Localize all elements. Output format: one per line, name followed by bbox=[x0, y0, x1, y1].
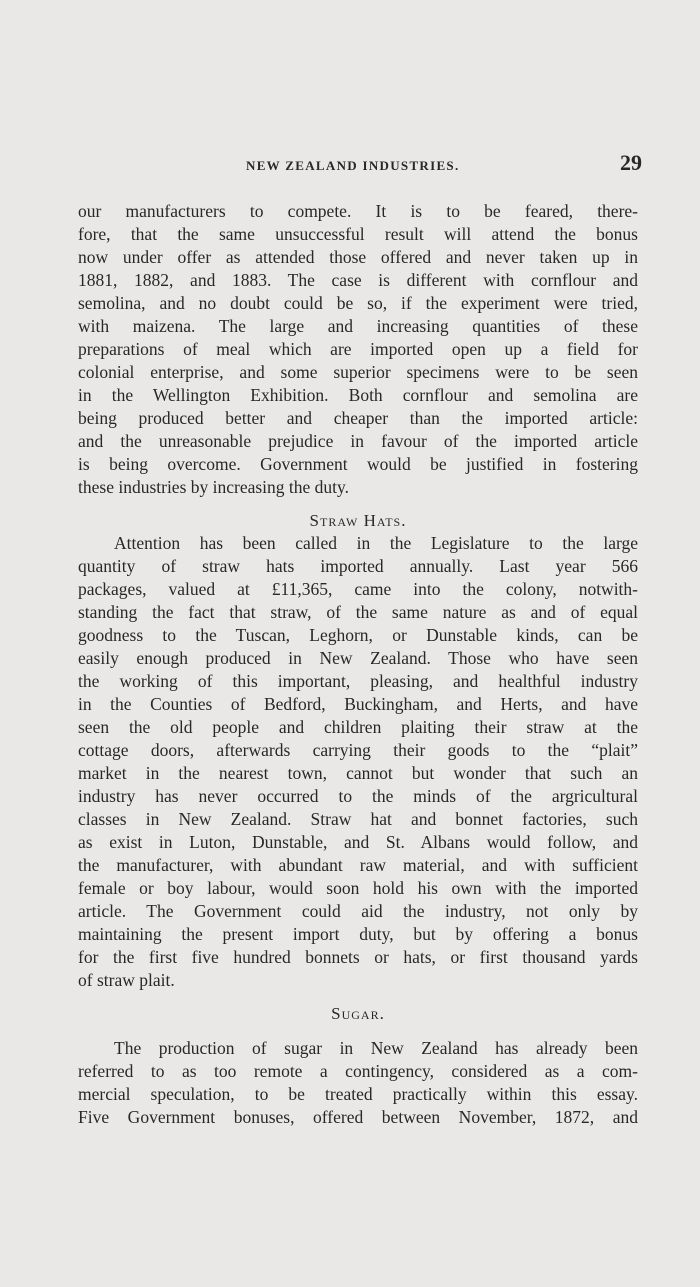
text-line: Attention has been called in the Legislature to the large bbox=[114, 533, 638, 553]
text-line: industry has never occurred to the minds of the argricultural bbox=[78, 786, 638, 806]
text-line: in the Counties of Bedford, Buckingham, and Herts, and have bbox=[78, 694, 638, 714]
text-line: classes in New Zealand. Straw hat and bonnet factories, such bbox=[78, 809, 638, 829]
section-heading-sugar: Sugar. bbox=[331, 1004, 385, 1023]
text-line: the working of this important, pleasing, and healthful industry bbox=[78, 671, 638, 691]
text-line: as exist in Luton, Dunstable, and St. Albans would follow, and bbox=[78, 832, 638, 852]
paragraph-straw-hats bbox=[78, 532, 638, 992]
page-header bbox=[78, 150, 642, 180]
text-line: packages, valued at £11,365, came into the colony, notwith- bbox=[78, 579, 638, 599]
page-number: 29 bbox=[620, 150, 642, 175]
paragraph-sugar bbox=[78, 1037, 638, 1129]
text-line: fore, that the same unsuccessful result will attend the bonus bbox=[78, 224, 638, 244]
text-line: quantity of straw hats imported annually. Last year 566 bbox=[78, 556, 638, 576]
text-line: cottage doors, afterwards carrying their goods to the “plait” bbox=[78, 740, 638, 760]
text-line: these industries by increasing the duty. bbox=[78, 477, 350, 497]
text-line: colonial enterprise, and some superior specimens were to be seen bbox=[78, 362, 638, 382]
text-line: being produced better and cheaper than the imported article: bbox=[78, 408, 638, 428]
text-line: 1881, 1882, and 1883. The case is different with cornflour and bbox=[78, 270, 638, 290]
text-line: in the Wellington Exhibition. Both cornflour and semolina are bbox=[78, 385, 638, 405]
text-line: is being overcome. Government would be justified in fostering bbox=[78, 454, 638, 474]
text-line: standing the fact that straw, of the same nature as and of equal bbox=[78, 602, 638, 622]
running-head: NEW ZEALAND INDUSTRIES. bbox=[246, 158, 460, 173]
text-line: now under offer as attended those offered and never taken up in bbox=[78, 247, 638, 267]
text-line: goodness to the Tuscan, Leghorn, or Dunstable kinds, can be bbox=[78, 625, 638, 645]
text-line: mercial speculation, to be treated practically within this essay. bbox=[78, 1084, 638, 1104]
text-line: Five Government bonuses, offered between November, 1872, and bbox=[78, 1107, 638, 1127]
text-line: the manufacturer, with abundant raw material, and with sufficient bbox=[78, 855, 638, 875]
text-line: our manufacturers to compete. It is to be feared, there- bbox=[78, 201, 638, 221]
text-line: preparations of meal which are imported open up a field for bbox=[78, 339, 638, 359]
text-line: seen the old people and children plaiting their straw at the bbox=[78, 717, 638, 737]
text-line: and the unreasonable prejudice in favour of the imported article bbox=[78, 431, 638, 451]
text-line: for the first five hundred bonnets or hats, or first thousand yards bbox=[78, 947, 638, 967]
body-text bbox=[78, 200, 638, 1129]
section-heading-straw-hats: Straw Hats. bbox=[309, 511, 407, 530]
text-line: of straw plait. bbox=[78, 970, 175, 990]
text-line: semolina, and no doubt could be so, if the experiment were tried, bbox=[78, 293, 638, 313]
text-line: with maizena. The large and increasing quantities of these bbox=[78, 316, 638, 336]
text-line: article. The Government could aid the industry, not only by bbox=[78, 901, 638, 921]
text-line: female or boy labour, would soon hold his own with the imported bbox=[78, 878, 638, 898]
text-line: maintaining the present import duty, but by offering a bonus bbox=[78, 924, 638, 944]
text-line: market in the nearest town, cannot but wonder that such an bbox=[78, 763, 638, 783]
paragraph-cornflour bbox=[78, 200, 638, 499]
text-line: referred to as too remote a contingency, considered as a com- bbox=[78, 1061, 638, 1081]
text-line: The production of sugar in New Zealand has already been bbox=[114, 1038, 638, 1058]
text-line: easily enough produced in New Zealand. Those who have seen bbox=[78, 648, 638, 668]
